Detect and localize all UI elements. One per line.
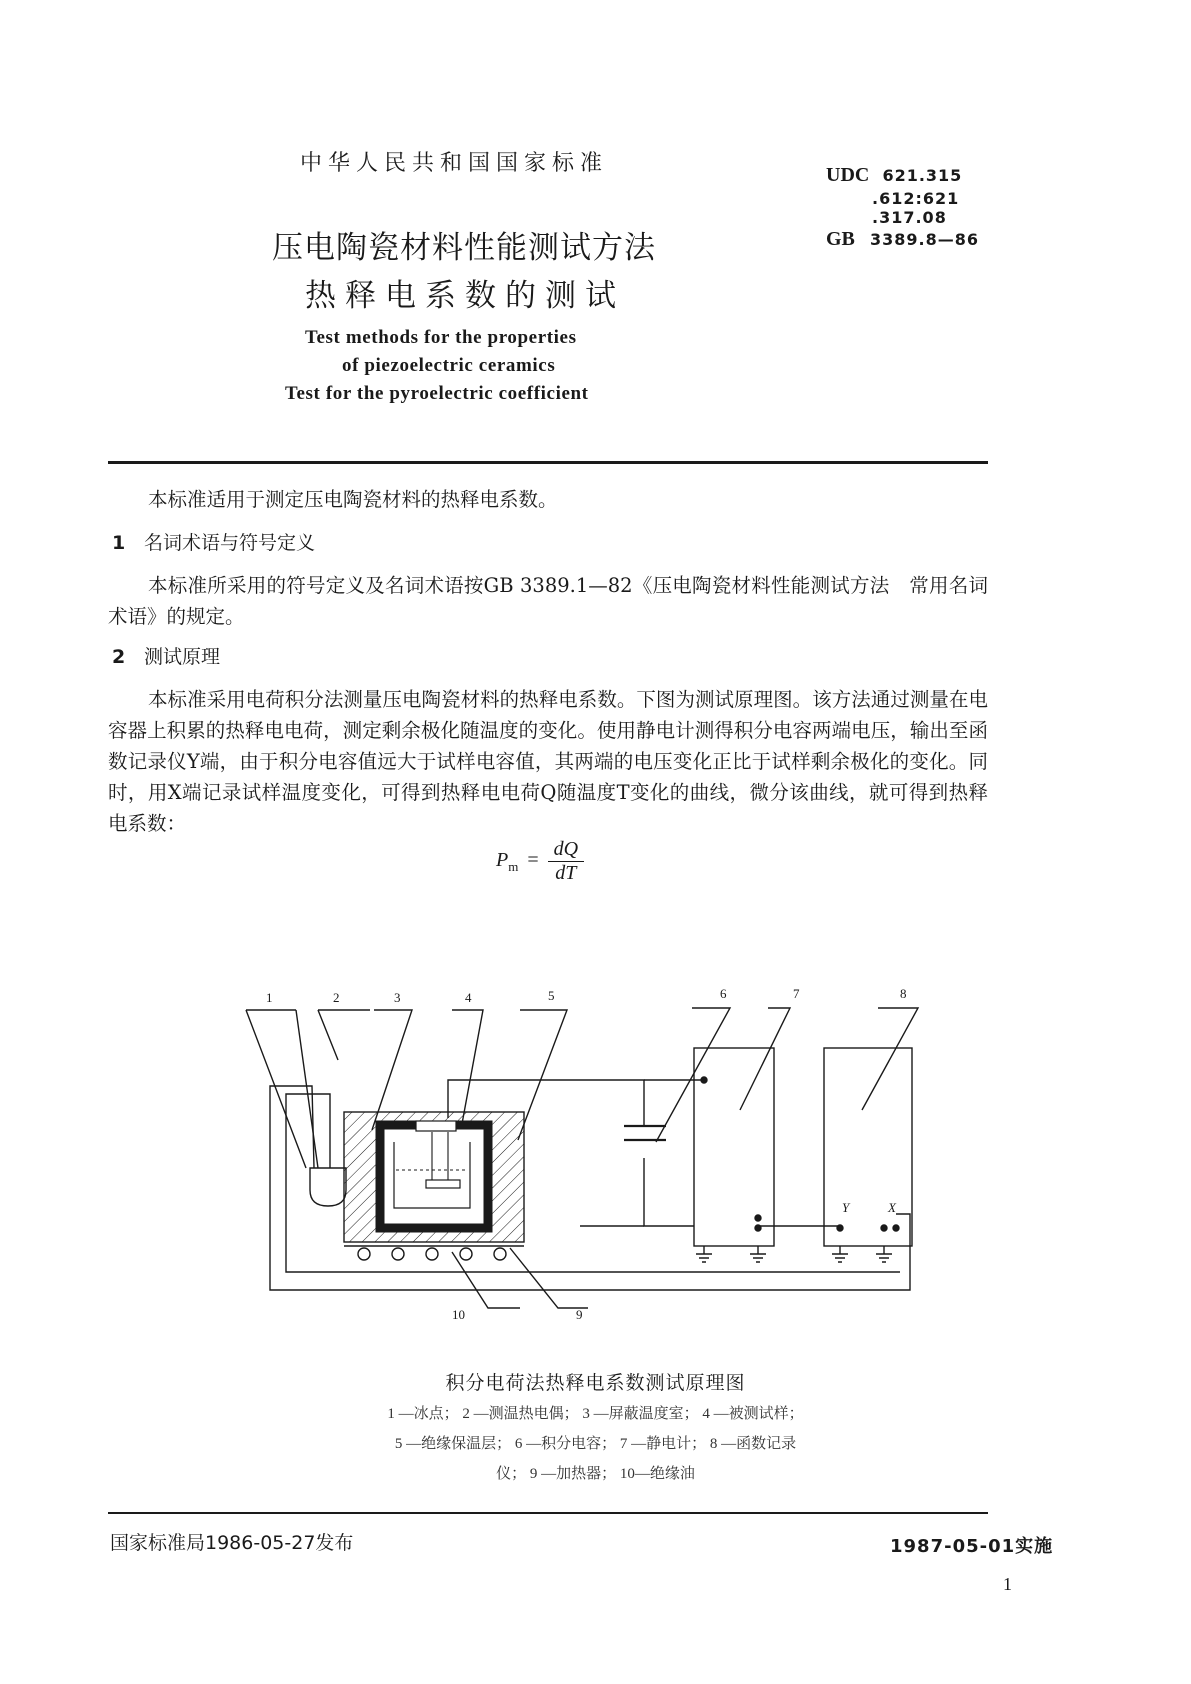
- section-1-paragraph: 本标准所采用的符号定义及名词术语按GB 3389.1—82《压电陶瓷材料性能测试方法 常用名词术语》的规定。: [108, 574, 988, 628]
- formula: [496, 838, 584, 885]
- oil-beaker: [394, 1142, 470, 1208]
- heater: [344, 1246, 524, 1260]
- insulation-layer: [344, 1112, 524, 1242]
- title-en-line3: Test for the pyroelectric coefficient: [285, 383, 589, 404]
- diagram-number-4: 4: [465, 990, 472, 1005]
- title-en-line2: of piezoelectric ceramics: [342, 355, 556, 376]
- udc-line2: .612:621: [872, 189, 960, 208]
- sample: [426, 1180, 460, 1188]
- figure-legend-line1: 1 —冰点； 2 —测温热电偶； 3 —屏蔽温度室； 4 —被测试样；: [387, 1406, 804, 1422]
- ice-point-cup: [310, 1168, 346, 1206]
- leader-lines: [246, 1008, 918, 1308]
- electrometer-output-terminal-1: [755, 1215, 761, 1221]
- section-2-heading: [112, 642, 220, 669]
- diagram-number-2: 2: [333, 990, 340, 1005]
- recorder-y-label: Y: [842, 1200, 850, 1215]
- title-cn-line2: 热释电系数的测试: [305, 278, 625, 314]
- diagram-number-8: 8: [900, 986, 907, 1001]
- formula-numerator: dQ: [548, 838, 584, 862]
- formula-fraction: [548, 838, 584, 885]
- header-divider: [108, 461, 988, 464]
- effective-date: 1987-05-01实施: [890, 1536, 1054, 1557]
- udc-line1: 621.315: [882, 166, 963, 185]
- diagram-number-7: 7: [793, 986, 800, 1001]
- wiring-loop-inner: [286, 1094, 900, 1272]
- formula-denominator: dT: [555, 862, 577, 884]
- formula-equals: =: [527, 849, 539, 872]
- diagram-number-6: 6: [720, 986, 727, 1001]
- shielded-chamber: [380, 1125, 488, 1228]
- gb-label: GB: [826, 228, 855, 250]
- intro-paragraph: 本标准适用于测定压电陶瓷材料的热释电系数。: [148, 488, 558, 511]
- recorder-x-label: X: [888, 1200, 896, 1215]
- figure-legend-line3: 仪； 9 —加热器； 10—绝缘油: [496, 1466, 695, 1482]
- figure-caption: 积分电荷法热释电系数测试原理图: [445, 1373, 746, 1394]
- wiring-sample-to-cap: [448, 1080, 694, 1226]
- title-en-line1: Test methods for the properties: [305, 327, 577, 348]
- figure-legend-line2: 5 —绝缘保温层； 6 —积分电容； 7 —静电计； 8 —函数记录: [394, 1436, 797, 1452]
- diagram-number-5: 5: [548, 988, 555, 1003]
- section-1-number: 1: [112, 532, 126, 554]
- integrating-capacitor: [624, 1126, 666, 1140]
- wiring-loop-outer: [270, 1086, 910, 1290]
- chamber-lid: [416, 1121, 456, 1131]
- formula-lhs: P: [496, 849, 509, 872]
- udc-block: [826, 164, 962, 187]
- formula-subscript: m: [508, 859, 519, 875]
- section-2-paragraph: 本标准采用电荷积分法测量压电陶瓷材料的热释电系数。下图为测试原理图。该方法通过测量在电容器上积累的热释电电荷，测定剩余极化随温度的变化。使用静电计测得积分电容两端电压，输出至函数记录仪Y端，由于积分电容值远大于试样电容值，其两端的电压变化正比于试样剩余极化的变化。同时，用X端记录试样温度变化，可得到热释电电荷Q随温度T变化的曲线，微分该曲线，就可得到热释电系数：: [108, 688, 988, 835]
- issued-date: 国家标准局1986-05-27发布: [110, 1532, 354, 1554]
- section-2-title: 测试原理: [144, 646, 221, 668]
- page-number: 1: [1003, 1574, 1012, 1594]
- diagram-number-10: 10: [452, 1307, 465, 1322]
- diagram-number-3: 3: [394, 990, 401, 1005]
- gb-code-block: [826, 228, 979, 251]
- wiring-cap-to-electrometer: [580, 1080, 704, 1226]
- udc-line3: .317.08: [872, 208, 947, 227]
- section-2-number: 2: [112, 646, 126, 668]
- national-standard-label: 中华人民共和国国家标准: [300, 151, 609, 176]
- electrometer-output-terminal-2: [755, 1225, 761, 1231]
- gb-code: 3389.8—86: [870, 230, 980, 249]
- diagram-number-9: 9: [576, 1307, 583, 1322]
- title-cn-line1: 压电陶瓷材料性能测试方法: [272, 230, 656, 266]
- electrometer-input-terminal: [701, 1077, 707, 1083]
- electrometer-box: [694, 1048, 774, 1246]
- sample-leads: [432, 1132, 448, 1180]
- section-1-heading: [112, 528, 315, 555]
- diagram-number-1: 1: [266, 990, 273, 1005]
- function-recorder-box: [824, 1048, 912, 1246]
- section-1-title: 名词术语与符号定义: [144, 532, 316, 554]
- recorder-x-terminal-1: [881, 1225, 887, 1231]
- recorder-x-terminal-2: [893, 1225, 899, 1231]
- udc-label: UDC: [826, 164, 870, 186]
- recorder-y-terminal: [837, 1225, 843, 1231]
- ground-symbols: [696, 1246, 892, 1262]
- footer-divider: [108, 1512, 988, 1514]
